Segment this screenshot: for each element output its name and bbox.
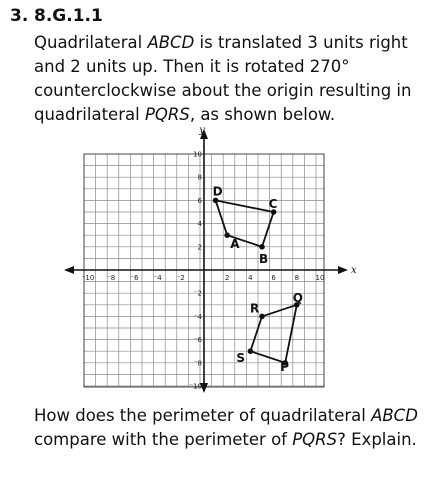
y-tick-label: ⁻4 bbox=[193, 312, 202, 321]
vertex-label-r: R bbox=[250, 301, 260, 316]
coordinate-plane bbox=[60, 125, 360, 393]
x-tick-label: 4 bbox=[248, 274, 253, 282]
question-text-3: ? Explain. bbox=[337, 430, 417, 449]
vertex-label-c: C bbox=[268, 197, 278, 211]
y-tick-label: 6 bbox=[197, 196, 202, 205]
y-tick-label: 4 bbox=[197, 220, 202, 229]
question-text-1: How does the perimeter of quadrilateral bbox=[34, 406, 372, 425]
x-axis-left-arrow bbox=[64, 266, 74, 274]
x-tick-label: 8 bbox=[294, 274, 300, 282]
vertex-point-s bbox=[248, 348, 254, 354]
prompt-text-2: is translated 3 units right and 2 units up. Then it is rotated 270° counterclockwise about the origin resulting in quadrilateral bbox=[34, 33, 412, 124]
y-tick-label: ⁻2 bbox=[193, 289, 202, 298]
y-tick-label: ⁻6 bbox=[193, 336, 202, 345]
problem-prompt bbox=[34, 31, 424, 127]
problem-header bbox=[10, 6, 103, 26]
prompt-shape-abcd: ABCD bbox=[147, 33, 195, 52]
x-tick-label: 10 bbox=[315, 274, 325, 282]
vertex-label-p: P bbox=[280, 359, 289, 374]
vertex-point-a bbox=[224, 232, 230, 238]
prompt-shape-pqrs: PQRS bbox=[144, 105, 190, 124]
vertex-label-q: Q bbox=[292, 290, 304, 305]
question-shape-abcd: ABCD bbox=[371, 406, 418, 425]
vertex-point-r bbox=[259, 314, 265, 320]
question-text-2: compare with the perimeter of bbox=[34, 430, 293, 449]
prompt-text-3: , as shown below. bbox=[189, 105, 336, 124]
problem-question bbox=[34, 404, 424, 452]
question-shape-pqrs: PQRS bbox=[292, 430, 338, 449]
y-tick-label: ⁻10 bbox=[189, 382, 202, 391]
x-tick-label: ⁻4 bbox=[153, 274, 162, 282]
y-tick-label: ⁻8 bbox=[193, 359, 202, 368]
prompt-text-1: Quadrilateral bbox=[34, 33, 148, 52]
vertex-label-b: B bbox=[259, 251, 269, 266]
y-tick-label: 10 bbox=[193, 150, 202, 159]
vertex-label-a: A bbox=[230, 237, 240, 252]
y-tick-label: 2 bbox=[197, 243, 202, 252]
x-axis-right-arrow bbox=[338, 266, 348, 274]
x-axis-label: x bbox=[351, 265, 357, 276]
x-tick-label: 6 bbox=[271, 274, 276, 282]
x-tick-label: ⁻6 bbox=[130, 274, 139, 282]
vertex-point-b bbox=[259, 244, 265, 250]
vertex-label-d: D bbox=[212, 184, 223, 199]
standard-code: 8.G.1.1 bbox=[34, 6, 103, 26]
vertex-point-d bbox=[213, 198, 219, 204]
x-tick-label: ⁻2 bbox=[176, 274, 185, 282]
x-tick-label: ⁻10 bbox=[81, 274, 95, 282]
x-tick-label: ⁻8 bbox=[107, 274, 116, 282]
problem-number: 3. bbox=[10, 6, 29, 26]
y-axis-label: y bbox=[199, 125, 205, 136]
vertex-label-s: S bbox=[236, 351, 246, 366]
x-tick-label: 2 bbox=[224, 274, 230, 282]
y-tick-label: 8 bbox=[197, 173, 202, 182]
